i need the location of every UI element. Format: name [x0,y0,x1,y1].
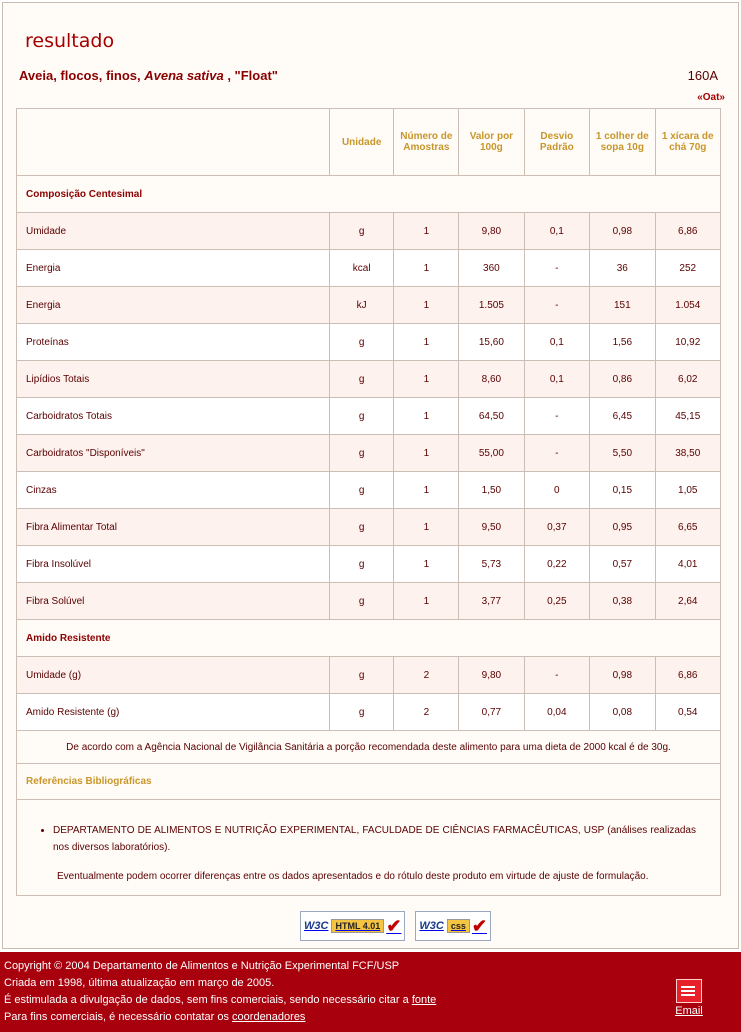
table-cell: 0,38 [590,583,655,620]
table-cell: 6,65 [655,509,720,546]
table-cell: 151 [590,287,655,324]
table-cell: 1 [394,324,459,361]
section-title: Amido Resistente [17,620,721,657]
table-cell: kcal [329,250,394,287]
table-cell: 6,02 [655,361,720,398]
table-row [17,361,721,398]
table-cell: 1,50 [459,472,524,509]
column-header-colher: 1 colher de sopa 10g [590,109,655,176]
check-icon: ✔ [386,915,402,936]
food-scientific-name: Avena sativa [144,68,224,83]
table-cell: 360 [459,250,524,287]
table-cell: 0,1 [524,213,590,250]
page-title: resultado [25,30,115,52]
table-cell: 4,01 [655,546,720,583]
footer-citation-text: É estimulada a divulgação de dados, sem fins comerciais, sendo necessário citar a [4,994,412,1006]
table-cell: 6,45 [590,398,655,435]
table-cell: 0,37 [524,509,590,546]
table-cell: 36 [590,250,655,287]
table-cell: 6,86 [655,657,720,694]
table-row [17,546,721,583]
table-cell: 1 [394,250,459,287]
table-cell: 0,25 [524,583,590,620]
footer-created: Criada em 1998, última atualização em março de 2005. [4,977,275,989]
nutrient-name: Lipídios Totais [17,361,330,398]
email-label: Email [675,1005,703,1017]
table-cell: 0,08 [590,694,655,731]
nutrient-name: Energia [17,287,330,324]
nutrient-name: Umidade (g) [17,657,330,694]
w3c-css-badge[interactable] [415,911,491,941]
reference-item: • DEPARTAMENTO DE ALIMENTOS E NUTRIÇÃO EXPERIMENTAL, FACULDADE DE CIÊNCIAS FARMACÊUTICAS, USP (análises realizadas nos diversos laboratórios). [53,822,696,856]
table-cell: - [524,398,590,435]
nutrient-name: Energia [17,250,330,287]
table-cell: 1 [394,361,459,398]
table-cell: g [329,398,394,435]
table-cell: 2,64 [655,583,720,620]
css-label: css [447,919,470,933]
table-cell: 9,80 [459,657,524,694]
table-cell: 64,50 [459,398,524,435]
nutrient-name: Umidade [17,213,330,250]
nutrient-name: Cinzas [17,472,330,509]
nutrient-name: Fibra Alimentar Total [17,509,330,546]
table-cell: 45,15 [655,398,720,435]
table-cell: 1 [394,509,459,546]
table-cell: g [329,361,394,398]
table-cell: g [329,324,394,361]
table-cell: kJ [329,287,394,324]
table-cell: g [329,472,394,509]
w3c-logo: W3C [419,920,444,932]
references-header-row [17,764,721,800]
column-header [17,109,330,176]
column-header-valor: Valor por 100g [459,109,524,176]
column-header-unidade: Unidade [329,109,394,176]
footer [0,952,741,1032]
table-cell: 0,98 [590,213,655,250]
table-cell: 5,50 [590,435,655,472]
formulation-note: Eventualmente podem ocorrer diferenças entre os dados apresentados e do rótulo deste produto em virtude de ajuste de formulação. [57,871,649,882]
food-brand: , "Float" [223,68,278,83]
footer-citation [4,992,436,1009]
food-title [19,68,278,83]
table-cell: 1 [394,435,459,472]
table-cell: - [524,435,590,472]
portion-note-row [17,731,721,764]
w3c-html-badge[interactable] [300,911,405,941]
section-title: Composição Centesimal [17,176,721,213]
table-cell: 15,60 [459,324,524,361]
table-cell: - [524,657,590,694]
email-link[interactable] [673,979,705,1017]
table-cell: g [329,435,394,472]
table-cell: 0,57 [590,546,655,583]
table-cell: g [329,546,394,583]
mail-icon [676,979,702,1003]
footer-copyright: Copyright © 2004 Departamento de Alimentos e Nutrição Experimental FCF/USP [4,960,400,972]
table-cell: 2 [394,694,459,731]
table-cell: 1.505 [459,287,524,324]
table-cell: 3,77 [459,583,524,620]
table-cell: 0 [524,472,590,509]
table-cell: 1 [394,398,459,435]
table-row [17,583,721,620]
coordenadores-link[interactable]: coordenadores [232,1011,306,1023]
references-cell [17,800,721,896]
nutrient-name: Fibra Solúvel [17,583,330,620]
table-cell: g [329,509,394,546]
table-cell: 252 [655,250,720,287]
table-header-row [17,109,721,176]
table-cell: 9,50 [459,509,524,546]
nutrient-name: Fibra Insolúvel [17,546,330,583]
table-cell: 0,86 [590,361,655,398]
references-title: Referências Bibliográficas [17,764,721,800]
table-cell: 1,56 [590,324,655,361]
table-cell: 1 [394,213,459,250]
w3c-logo: W3C [304,920,329,932]
table-cell: - [524,287,590,324]
table-cell: 8,60 [459,361,524,398]
table-cell: 10,92 [655,324,720,361]
table-row [17,472,721,509]
validator-badges [300,911,491,941]
fonte-link[interactable]: fonte [411,994,437,1006]
column-header-desvio: Desvio Padrão [524,109,590,176]
references-row [17,800,721,896]
table-cell: 0,54 [655,694,720,731]
table-cell: 2 [394,657,459,694]
table-row [17,657,721,694]
table-cell: 9,80 [459,213,524,250]
food-name: Aveia, flocos, finos, [19,68,145,83]
table-cell: g [329,694,394,731]
footer-commercial-text: Para fins comerciais, é necessário contatar os [4,1011,233,1023]
nutrient-name: Amido Resistente (g) [17,694,330,731]
table-cell: 5,73 [459,546,524,583]
table-row [17,250,721,287]
check-icon: ✔ [471,915,487,936]
nutrient-name: Carboidratos Totais [17,398,330,435]
portion-note: De acordo com a Agência Nacional de Vigilância Sanitária a porção recomendada deste alimento para uma dieta de 2000 kcal é de 30g. [17,731,721,764]
table-row [17,694,721,731]
nutrient-name: Carboidratos "Disponíveis" [17,435,330,472]
table-row [17,287,721,324]
table-cell: 1,05 [655,472,720,509]
table-cell: 6,86 [655,213,720,250]
table-cell: g [329,583,394,620]
table-row [17,213,721,250]
table-cell: 0,95 [590,509,655,546]
table-cell: g [329,213,394,250]
table-row [17,398,721,435]
table-cell: 38,50 [655,435,720,472]
english-link[interactable]: «Oat» [697,92,725,103]
table-cell: 0,04 [524,694,590,731]
table-cell: 0,22 [524,546,590,583]
table-cell: 0,15 [590,472,655,509]
section-row-amido [17,620,721,657]
table-cell: 1 [394,546,459,583]
table-row [17,435,721,472]
table-cell: 1 [394,472,459,509]
table-cell: 0,77 [459,694,524,731]
nutrient-name: Proteínas [17,324,330,361]
column-header-xicara: 1 xícara de chá 70g [655,109,720,176]
table-cell: g [329,657,394,694]
column-header-amostras: Número de Amostras [394,109,459,176]
table-cell: 1.054 [655,287,720,324]
table-cell: 0,98 [590,657,655,694]
food-code: 160A [687,68,718,83]
table-cell: 55,00 [459,435,524,472]
table-row [17,324,721,361]
table-cell: 0,1 [524,324,590,361]
table-cell: 1 [394,287,459,324]
composition-table [16,108,721,896]
table-cell: 0,1 [524,361,590,398]
table-cell: 1 [394,583,459,620]
html-label: HTML 4.01 [331,919,384,933]
table-cell: - [524,250,590,287]
table-row [17,509,721,546]
footer-commercial [4,1009,436,1026]
section-row-composicao [17,176,721,213]
